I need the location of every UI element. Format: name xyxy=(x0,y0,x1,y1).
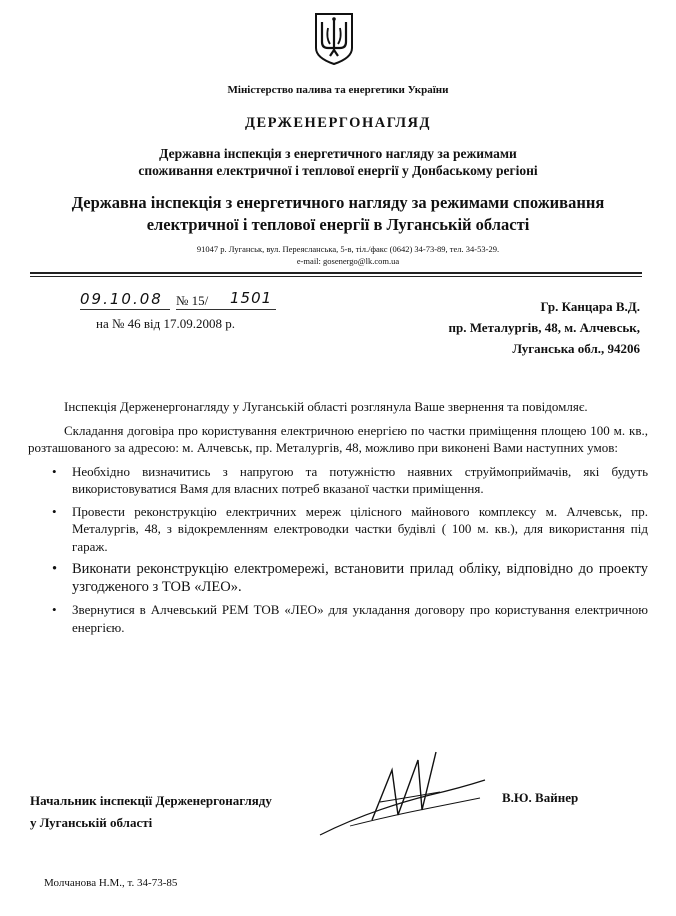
outgoing-reference xyxy=(80,289,280,313)
letter-body xyxy=(28,398,648,641)
intro-paragraph: Інспекція Держенергонагляду у Луганській області розглянула Ваше звернення та повідомляє. xyxy=(64,399,588,414)
list-item xyxy=(28,560,648,596)
email: e-mail: gosenergo@lk.com.ua xyxy=(296,256,400,266)
signatory-title xyxy=(30,790,272,834)
reference-number-prefix: № 15/ xyxy=(176,293,209,308)
handwritten-date: 09.10.08 xyxy=(80,290,163,308)
agency-name: ДЕРЖЕНЕРГОНАГЛЯД xyxy=(245,115,431,131)
handwritten-signature xyxy=(310,740,490,850)
trident-emblem-icon xyxy=(313,12,355,66)
list-item xyxy=(28,601,648,636)
header-divider-thin xyxy=(30,276,642,277)
handwritten-reference-number: 1501 xyxy=(230,289,273,307)
list-item-text: Провести реконструкцію електричних мереж цілісного майнового комплексу м. Алчевськ, пр. Металургів, 48, з відокремленням електроводки частки будівлі ( 100 м. кв.), для використання під гараж. xyxy=(72,503,648,554)
address: 91047 р. Луганськ, вул. Переясланська, 5-в, тіл./факс (0642) 34-73-89, тел. 34-53-29. xyxy=(196,244,500,254)
regional-inspection-heading xyxy=(90,145,586,179)
oblast-inspection-heading xyxy=(30,192,646,236)
list-item xyxy=(28,503,648,556)
ministry-name: Міністерство палива та енергетики України xyxy=(227,84,449,96)
regional-inspection-line2: споживання електричної і теплової енергії у Донбаському регіоні xyxy=(138,163,538,178)
bullet-icon: • xyxy=(52,561,58,577)
regional-inspection-line1: Державна інспекція з енергетичного нагляду за режимами xyxy=(159,146,517,161)
recipient-region: Луганська обл., 94206 xyxy=(512,341,640,356)
reply-reference: на № 46 від 17.09.2008 р. xyxy=(96,316,235,331)
recipient-street: пр. Металургів, 48, м. Алчевськ, xyxy=(448,320,640,335)
list-item-text: Виконати реконструкцію електромережі, встановити прилад обліку, відповідно до проекту узгодженого з ТОВ «ЛЕО». xyxy=(72,561,648,595)
signatory-title-line1: Начальник інспекції Держенергонагляду xyxy=(30,793,272,808)
recipient-block xyxy=(380,296,640,359)
bullet-icon: • xyxy=(52,503,57,519)
date-underline xyxy=(80,309,170,310)
signatory-title-line2: у Луганській області xyxy=(30,815,153,830)
list-item-text: Необхідно визначитись з напругою та потужністю наявних струймоприймачів, які будуть використовуватися Вамя для власних потреб вказаної частки приміщення. xyxy=(72,463,648,496)
oblast-inspection-line1: Державна інспекція з енергетичного нагляду за режимами споживання xyxy=(71,193,605,212)
executor-contact: Молчанова Н.М., т. 34-73-85 xyxy=(44,877,178,889)
recipient-name: Гр. Канцара В.Д. xyxy=(540,299,640,314)
header-divider-thick xyxy=(30,272,642,274)
number-underline xyxy=(176,309,276,310)
list-item-text: Звернутися в Алчевський РЕМ ТОВ «ЛЕО» для укладання договору про користування електричною енергією. xyxy=(72,602,648,635)
bullet-icon: • xyxy=(52,463,57,479)
conditions-paragraph: Складання договіра про користування електричною енергією по частки приміщення площею 100 м. кв., розташованого за адресою: м. Алчевськ, пр. Металургів, 48, можливо при виконені Вами наступних умов: xyxy=(28,422,648,455)
signatory-name: В.Ю. Вайнер xyxy=(502,790,579,805)
list-item xyxy=(28,463,648,498)
oblast-inspection-line2: електричної і теплової енергії в Луганській області xyxy=(146,215,530,234)
conditions-list xyxy=(28,463,648,637)
bullet-icon: • xyxy=(52,602,57,617)
contact-details xyxy=(150,243,546,267)
